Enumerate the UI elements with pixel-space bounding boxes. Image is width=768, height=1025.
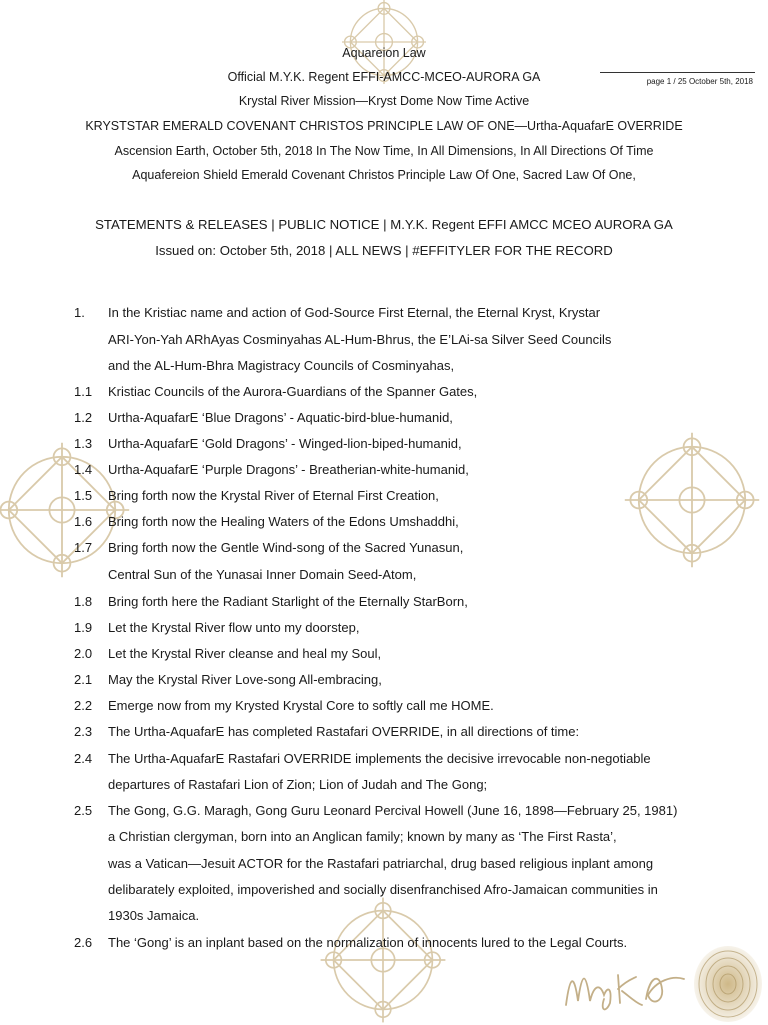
- item-number: 1.4: [74, 462, 93, 477]
- item-text: Urtha-AquafarE ‘Blue Dragons’ - Aquatic-bird-blue-humanid,: [108, 410, 453, 425]
- seal-bottom: [318, 895, 448, 1025]
- page-info: [600, 72, 755, 86]
- page-info-rule: [600, 72, 755, 73]
- item-number: 2.2: [74, 698, 93, 713]
- item-number: 1.6: [74, 514, 93, 529]
- item-text: Kristiac Councils of the Aurora-Guardians of the Spanner Gates,: [108, 384, 478, 399]
- item-number: 1.1: [74, 384, 93, 399]
- item-text: Urtha-AquafarE ‘Gold Dragons’ - Winged-lion-biped-humanid,: [108, 436, 462, 451]
- item-text: The Urtha-AquafarE has completed Rastafari OVERRIDE, in all directions of time:: [108, 724, 580, 739]
- item-text: Let the Krystal River flow unto my doorstep,: [108, 620, 360, 635]
- statement-line-1: STATEMENTS & RELEASES | PUBLIC NOTICE | M.Y.K. Regent EFFI AMCC MCEO AURORA GA: [95, 217, 673, 232]
- item-number: 2.3: [74, 724, 93, 739]
- item-text: Emerge now from my Krysted Krystal Core to softly call me HOME.: [108, 698, 494, 713]
- item-number: 2.5: [74, 803, 93, 818]
- item-number: 2.0: [74, 646, 93, 661]
- header-line-5: Ascension Earth, October 5th, 2018 In The Now Time, In All Dimensions, In All Directions Of Time: [114, 144, 654, 158]
- item-text: Bring forth now the Gentle Wind-song of the Sacred Yunasun,: [108, 540, 464, 555]
- item-number: 1.8: [74, 594, 93, 609]
- item-text: delibarately exploited, impoverished and socially disenfranchised Afro-Jamaican communities in: [108, 882, 658, 897]
- item-text: In the Kristiac name and action of God-Source First Eternal, the Eternal Kryst, Krystar: [108, 305, 601, 320]
- header-line-4: KRYSTSTAR EMERALD COVENANT CHRISTOS PRINCIPLE LAW OF ONE—Urtha-AquafarE OVERRIDE: [85, 119, 683, 133]
- item-number: 2.1: [74, 672, 93, 687]
- signature-mark: [560, 955, 700, 1015]
- item-text: a Christian clergyman, born into an Anglican family; known by many as ‘The First Rasta’,: [108, 829, 617, 844]
- page-number: page 1 / 25 October 5th, 2018: [646, 77, 753, 86]
- item-text: Bring forth now the Krystal River of Eternal First Creation,: [108, 488, 439, 503]
- item-text: and the AL-Hum-Bhra Magistracy Councils of Cosminyahas,: [108, 358, 455, 373]
- item-number: 1.3: [74, 436, 93, 451]
- item-text: Central Sun of the Yunasai Inner Domain Seed-Atom,: [108, 567, 417, 582]
- statement-line-2: Issued on: October 5th, 2018 | ALL NEWS | #EFFITYLER FOR THE RECORD: [155, 243, 613, 258]
- item-text: ARI-Yon-Yah ARhAyas Cosminyahas AL-Hum-Bhrus, the E’LAi-sa Silver Seed Councils: [108, 332, 612, 347]
- item-text: Bring forth here the Radiant Starlight of the Eternally StarBorn,: [108, 594, 468, 609]
- seal-left: [0, 440, 132, 580]
- item-number: 2.6: [74, 935, 93, 950]
- item-text: Bring forth now the Healing Waters of the Edons Umshaddhi,: [108, 514, 459, 529]
- item-number: 1.5: [74, 488, 93, 503]
- item-number: 2.4: [74, 751, 93, 766]
- item-text: The ‘Gong’ is an inplant based on the normalization of innocents lured to the Legal Courts.: [108, 935, 628, 950]
- header-line-2: Official M.Y.K. Regent EFFI-AMCC-MCEO-AURORA GA: [227, 70, 541, 84]
- item-number: 1.2: [74, 410, 93, 425]
- item-text: departures of Rastafari Lion of Zion; Lion of Judah and The Gong;: [108, 777, 488, 792]
- item-text: The Urtha-AquafarE Rastafari OVERRIDE implements the decisive irrevocable non-negotiable: [108, 751, 651, 766]
- item-text: Urtha-AquafarE ‘Purple Dragons’ - Breatherian-white-humanid,: [108, 462, 469, 477]
- item-text: 1930s Jamaica.: [108, 908, 200, 923]
- item-text: was a Vatican—Jesuit ACTOR for the Rastafari patriarchal, drug based religious inplant among: [108, 856, 654, 871]
- header-line-3: Krystal River Mission—Kryst Dome Now Time Active: [238, 94, 530, 108]
- item-text: The Gong, G.G. Maragh, Gong Guru Leonard Percival Howell (June 16, 1898—February 25, 1981): [108, 803, 678, 818]
- item-text: Let the Krystal River cleanse and heal my Soul,: [108, 646, 382, 661]
- item-text: May the Krystal River Love-song All-embracing,: [108, 672, 382, 687]
- seal-right: [622, 430, 762, 570]
- header-line-6: Aquafereion Shield Emerald Covenant Christos Principle Law Of One, Sacred Law Of One,: [132, 168, 636, 182]
- fingerprint-mark: [688, 940, 768, 1024]
- item-number: 1.: [74, 305, 85, 320]
- item-number: 1.9: [74, 620, 93, 635]
- header-line-1: Aquareion Law: [342, 46, 426, 60]
- item-number: 1.7: [74, 540, 93, 555]
